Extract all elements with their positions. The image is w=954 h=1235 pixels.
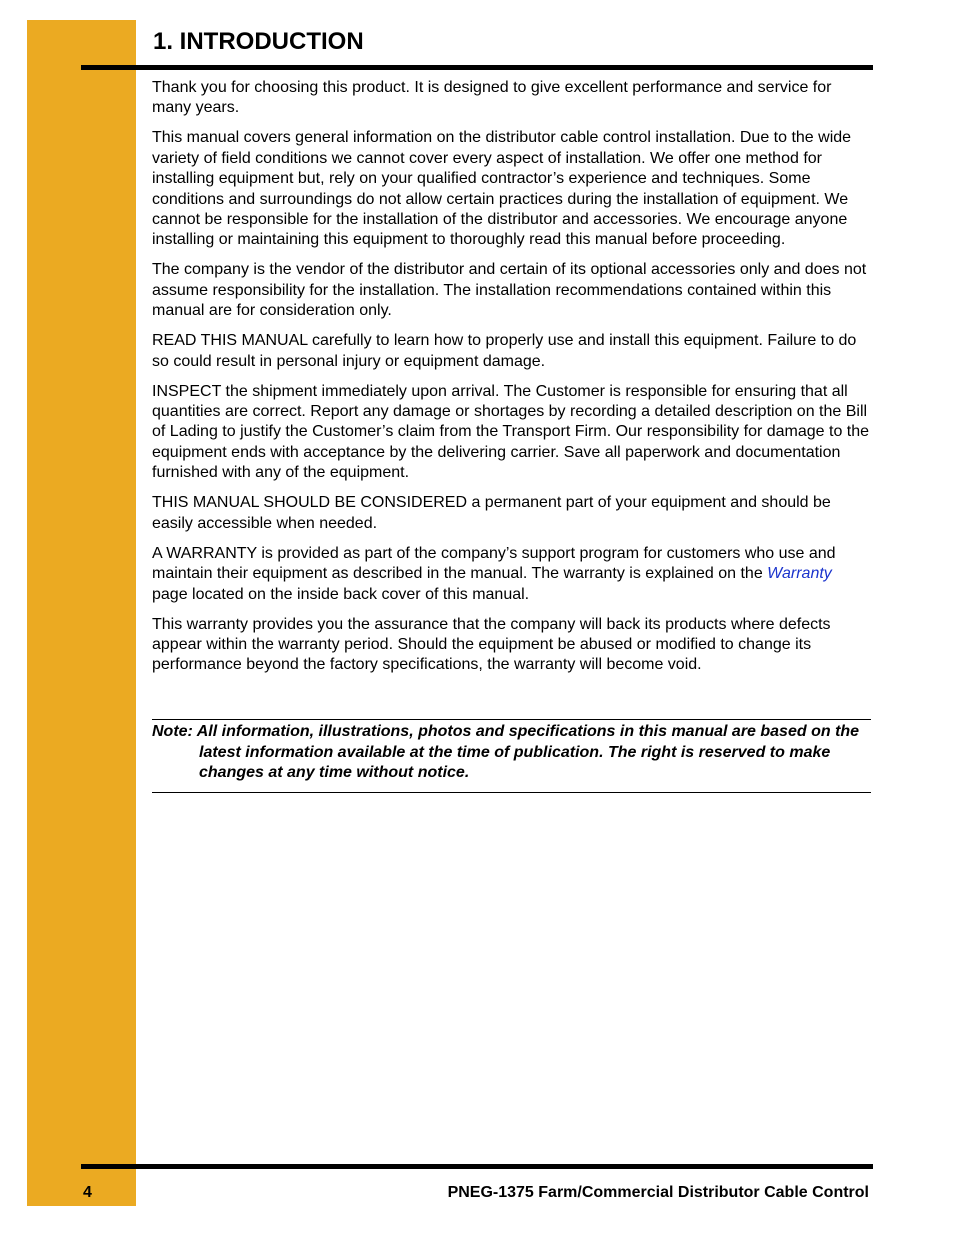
note-content [152, 722, 871, 784]
paragraph-warranty [152, 544, 870, 605]
note-box [152, 719, 871, 793]
paragraph-warranty-assurance: This warranty provides you the assurance that the company will back its products where defects appear within the warranty period. Should the equipment be abused or modified to change its performance beyond the factory specifications, the warranty will become void. [152, 615, 831, 674]
paragraph-permanent-part: THIS MANUAL SHOULD BE CONSIDERED a permanent part of your equipment and should be easily accessible when needed. [152, 494, 831, 532]
warranty-link[interactable]: Warranty [767, 565, 832, 583]
paragraph-intro: Thank you for choosing this product. It is designed to give excellent performance and service for many years. [152, 79, 832, 117]
paragraph-coverage: This manual covers general information on the distributor cable control installation. Due to the wide variety of field conditions we cannot cover every aspect of installation. We offer one method for installing equipment but, rely on your qualified contractor’s experience and techniques. Some conditions and surroundings do not allow certain practices during the installation of equipment. We cannot be responsible for the installation of the distributor and accessories. We encourage anyone installing or maintaining this equipment to thoroughly read this manual before proceeding. [152, 129, 852, 249]
footer-rule [81, 1164, 873, 1169]
paragraph-inspect: INSPECT the shipment immediately upon arrival. The Customer is responsible for ensuring that all quantities are correct. Report any damage or shortages by recording a detailed description on the Bill of Lading to justify the Customer’s claim from the Transport Firm. Our responsibility for damage to the equipment ends with acceptance by the delivering carrier. Save all paperwork and documentation furnished with any of the equipment. [152, 382, 870, 482]
note-text: All information, illustrations, photos and specifications in this manual are based on the latest information available at the time of publication. The right is reserved to make changes at any time without notice. [196, 723, 860, 782]
paragraph-read-manual: READ THIS MANUAL carefully to learn how to properly use and install this equipment. Failure to do so could result in personal injury or equipment damage. [152, 332, 857, 370]
warranty-text-after: page located on the inside back cover of this manual. [152, 585, 530, 603]
warranty-text-before: A WARRANTY is provided as part of the company’s support program for customers who use and maintain their equipment as described in the manual. The warranty is explained on the [152, 544, 836, 583]
paragraph-vendor: The company is the vendor of the distributor and certain of its optional accessories only and does not assume responsibility for the installation. The installation recommendations contained within this manual are for consideration only. [152, 261, 867, 320]
page-title: 1. INTRODUCTION [153, 28, 364, 55]
note-label: Note: [152, 723, 193, 740]
document-title: PNEG-1375 Farm/Commercial Distributor Cable Control [447, 1184, 869, 1201]
header-rule [81, 65, 873, 70]
body-text [152, 78, 870, 685]
page-number: 4 [83, 1184, 92, 1201]
side-color-bar [27, 20, 136, 1206]
